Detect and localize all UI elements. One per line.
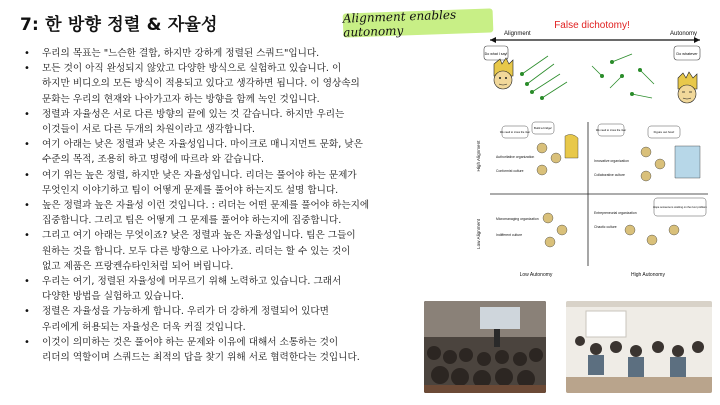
dichotomy-diagram [482,14,712,114]
bullet-line: • 정렬과 자율성은 서로 다른 방향의 끝에 있는 것 같습니다. 하지만 우리는 [42,108,345,120]
tl-bubble-2: Build a bridge! [534,126,552,130]
bullet-line: • 이것이 의미하는 것은 풀어야 하는 문제와 이유에 대해서 소통하는 것이 [42,336,339,348]
bullet-line: 리더의 역할이며 스쿼드는 최적의 답을 찾기 위해 서로 협력한다는 것입니다. [42,352,360,364]
bubble-do-what-i-say: Do what I say! [484,52,508,56]
bullet-item [20,168,420,198]
tl-bubble-1: We need to cross the river [499,131,531,134]
bullet-line: 우리에게 허용되는 자율성은 더욱 커질 것입니다. [42,321,246,333]
bullet-line: • 우리는 여기, 정렬된 자율성에 머무르기 위해 노력하고 있습니다. 그래서 [42,276,342,288]
alignment-autonomy-quadrant [470,118,712,278]
tr-culture-label: Collaborative culture [594,173,625,177]
x-axis-low-label: Low Autonomy [519,272,553,278]
bullet-line: • 그리고 여기 아래는 무엇이죠? 낮은 정렬과 높은 자율성입니다. 팀은 그들이 [42,230,356,242]
bl-org-label: Micromanaging organization [496,217,539,221]
dichotomy-title: False dichotomy! [554,20,630,31]
bullet-item [20,335,420,365]
tl-people-icon [537,134,578,175]
bullet-item [20,274,420,304]
bullet-line: • 정렬은 자율성을 가능하게 합니다. 우리가 더 강하게 정렬되어 있다면 [42,306,329,318]
slide-title: 7: 한 방향 정렬 & 자율성 [20,15,218,35]
meeting-room-photo [566,301,712,393]
leader-face-icon-left [494,58,513,89]
bullet-item [20,228,420,274]
tr-people-icon [641,146,700,181]
br-people-icon [625,225,679,245]
tl-culture-label: Conformist culture [496,169,524,173]
bullet-line: 하지만 비디오의 모든 방식이 적용되고 있다고 생각하면 됩니다. 이 영상속의 [42,78,360,90]
y-axis-low-label: Low Alignment [476,219,481,249]
bullet-item [20,46,420,61]
bullet-item [20,61,420,107]
bullet-line: 다양한 방법을 실험하고 있습니다. [42,291,184,303]
bullet-line: 문화는 우리의 현재와 나아가고자 하는 방향을 함께 녹인 것입니다. [42,93,320,105]
br-bubble: Hope someone is working on the river problem [653,206,707,209]
br-org-label: Entrepreneurial organization [594,211,637,215]
x-axis-high-label: High Autonomy [631,272,665,278]
tr-bubble-1: We need to cross the river [595,129,627,132]
bullet-list [20,46,420,365]
bubble-do-whatever: Do whatever [676,52,698,56]
axis-alignment-label: Alignment [504,31,531,37]
bullet-line: 수준의 목적, 조용히 하고 명령에 따르라 와 같습니다. [42,154,265,166]
bullet-item [20,137,420,167]
bullet-line: 무엇인지 이야기하고 팀이 어떻게 문제를 풀어야 하는지도 설명 합니다. [42,184,339,196]
bullet-item [20,107,420,137]
bullet-line: 없고 제품은 프랑켄슈타인처럼 되어 버립니다. [42,260,234,272]
presentation-audience-photo [424,301,546,393]
sticky-note-text: Alignment enables autonomy [342,7,457,40]
leader-face-icon-right [678,72,697,103]
bullet-item [20,198,420,228]
tr-bubble-2: Figure out how! [653,130,675,134]
bullet-line: 원하는 것을 합니다. 모두 다른 방향으로 나아가죠. 리더는 할 수 있는 것이 [42,245,351,257]
bullet-line: • 여기 아래는 낮은 정렬과 낮은 자율성입니다. 마이크로 매니지먼트 문화, 낮은 [42,139,363,151]
bl-people-icon [543,213,567,247]
tr-org-label: Innovative organization [594,159,629,163]
bullet-item [20,304,420,334]
bullet-line: • 여기 위는 높은 정렬, 하지만 낮은 자율성입니다. 리더는 풀어야 하는 문제가 [42,169,357,181]
bullet-line: • 모든 것이 아직 완성되지 않았고 다양한 방식으로 실험하고 있습니다. 이 [42,63,342,75]
bl-culture-label: Indifferent culture [496,233,523,237]
axis-autonomy-label: Autonomy [670,31,698,37]
br-culture-label: Chaotic culture [594,225,617,229]
tl-org-label: Authoritative organization [496,155,535,159]
y-axis-high-label: High Alignment [476,140,481,172]
bullet-line: 집중합니다. 그리고 팀은 어떻게 그 문제를 풀어야 하는지에 집중합니다. [42,215,342,227]
aligned-arrows-left [522,56,567,98]
bullet-line: • 높은 정렬과 높은 자율성 이런 것입니다. : 리더는 어떤 문제를 풀어야 하는지에 [42,200,370,212]
bullet-line: 이것들이 서로 다른 두개의 차원이라고 생각합니다. [42,124,255,136]
sticky-note [342,7,494,40]
bullet-line: • 우리의 목표는 "느슨한 결합, 하지만 강하게 정렬된 스쿼드"입니다. [42,48,320,59]
